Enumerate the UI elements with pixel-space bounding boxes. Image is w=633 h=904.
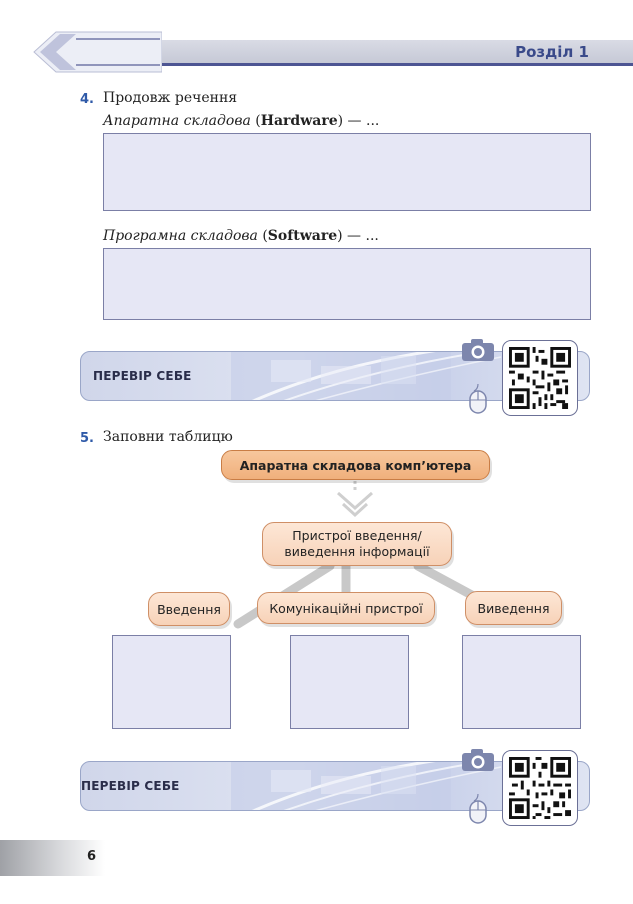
page-number: 6 — [87, 849, 97, 864]
diagram-io-devices-node — [262, 522, 452, 566]
qr-code-link[interactable] — [502, 750, 578, 826]
qr-code-icon — [509, 757, 571, 819]
diagram-root-node: Апаратна складова комп’ютера — [221, 450, 490, 480]
section-title: Розділ 1 — [515, 43, 589, 61]
io-node-line2: виведення інформації — [284, 544, 430, 559]
task-instruction: Заповни таблицю — [103, 429, 233, 445]
check-yourself-label: ПЕРЕВІР СЕБЕ — [81, 779, 180, 793]
camera-icon — [461, 748, 495, 772]
task-number: 5. — [80, 431, 94, 446]
check-yourself-label: ПЕРЕВІР СЕБЕ — [93, 369, 192, 383]
software-paren-open: ( — [257, 228, 268, 244]
down-arrow-icon — [338, 481, 372, 515]
hardware-paren-open: ( — [250, 113, 261, 129]
diagram-communication-node: Комунікаційні пристрої — [257, 592, 435, 624]
hardware-tail: ) — ... — [337, 113, 380, 129]
input-answer-box[interactable] — [112, 635, 231, 729]
output-answer-box[interactable] — [462, 635, 581, 729]
diagram-input-node: Введення — [148, 592, 230, 626]
software-tail: ) — ... — [337, 228, 379, 244]
io-node-line1: Пристрої введення/ — [292, 528, 422, 543]
hardware-italic: Апаратна складова — [103, 113, 251, 129]
task-number: 4. — [80, 92, 94, 107]
hardware-term: Hardware — [260, 113, 338, 129]
task-instruction: Продовж речення — [103, 90, 238, 106]
software-italic: Програмна складова — [103, 228, 258, 244]
software-term: Software — [267, 228, 338, 244]
diagram-output-node: Виведення — [465, 591, 562, 625]
mouse-icon — [468, 794, 488, 824]
communication-answer-box[interactable] — [290, 635, 409, 729]
